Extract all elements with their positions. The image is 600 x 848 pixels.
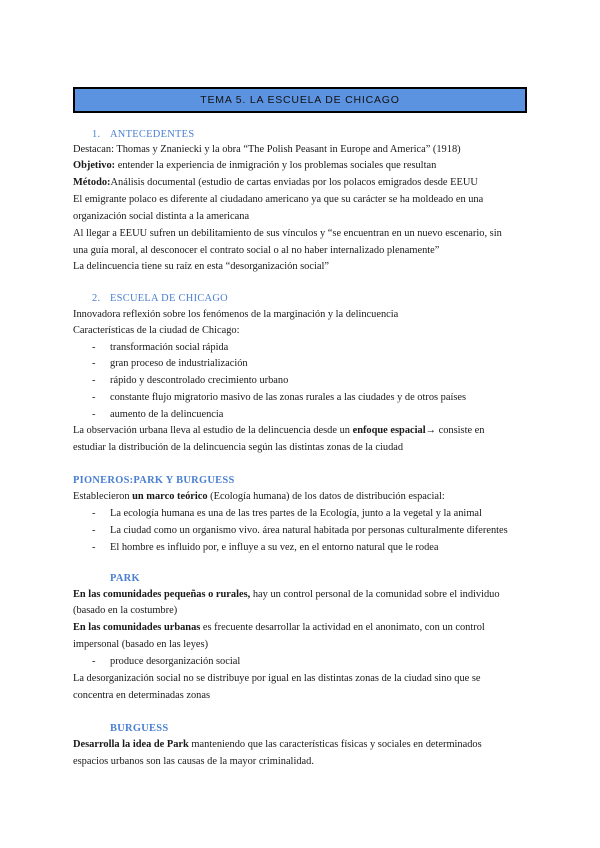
s1-line-4: El emigrante polaco es diferente al ciudadano americano ya que su carácter se ha moldeado en una [73,194,484,205]
pioneros-bullet-2: La ciudad como un organismo vivo. área natural habitada por personas culturalmente diferentes [110,525,508,536]
park-line-1 [73,588,500,601]
park-comunidades-urbanas: En las comunidades urbanas [73,622,201,633]
pioneros-bullet-dash-1: - [92,508,96,519]
obs-part-c: → consiste en [425,425,485,436]
park-l3b: es frecuente desarrollar la actividad en el anonimato, con un control [200,622,485,633]
objetivo-label: Objetivo: [73,160,116,171]
park-l1b: hay un control personal de la comunidad sobre el individuo [250,589,500,600]
burguess-line-2: espacios urbanos son las causas de la mayor criminalidad. [73,756,314,767]
objetivo-text: entender la experiencia de inmigración y los problemas sociales que resultan [115,160,437,171]
s2-observacion-2: estudiar la distribución de la delincuencia según las distintas zonas de la ciudad [73,442,404,453]
pioneros-bullet-3: El hombre es influido por, e influye a su vez, en el entorno natural que le rodea [110,542,439,553]
s2-observacion [73,424,484,437]
s1-objetivo [73,159,436,172]
obs-part-a: La observación urbana lleva al estudio de la delincuencia desde un [73,425,353,436]
s2-bullet-1: transformación social rápida [110,342,229,353]
park-line-5: La desorganización social no se distribuye por igual en las distintas zonas de la ciudad sino que se [73,673,481,684]
pioneros-bullet-1: La ecología humana es una de las tres partes de la Ecología, junto a la vegetal y la animal [110,508,482,519]
s2-bullet-dash-4: - [92,392,96,403]
pioneros-line-1 [73,490,445,503]
park-bullet: produce desorganización social [110,656,241,667]
park-comunidades-rurales: En las comunidades pequeñas o rurales, [73,589,251,600]
section-1-heading [92,128,194,141]
park-line-4: impersonal (basado en las leyes) [73,639,209,650]
burguess-heading: BURGUESS [110,723,169,734]
s1-line-8: La delincuencia tiene su raíz en esta “desorganización social” [73,261,329,272]
s1-line-7: una guía moral, al desconocer el contrato social o al no haber internalizado plenamente” [73,245,440,256]
s1-line-6: Al llegar a EEUU sufren un debilitamiento de sus vínculos y “se encuentran en un nuevo escenario, sin [73,228,502,239]
s1-metodo [73,176,478,189]
section-2-number: 2. [92,293,101,304]
s2-bullet-dash-2: - [92,358,96,369]
s2-bullet-dash-1: - [92,342,96,353]
s2-line-1: Innovadora reflexión sobre los fenómenos de la marginación y la delincuencia [73,309,399,320]
section-2-heading [92,292,228,305]
pioneros-heading: PIONEROS:PARK Y BURGUESS [73,475,235,486]
metodo-label: Método: [73,177,111,188]
burguess-l1b: manteniendo que las características físicas y sociales en determinados [188,739,482,750]
park-line-2: (basado en la costumbre) [73,605,178,616]
page-title: TEMA 5. LA ESCUELA DE CHICAGO [73,87,527,113]
s2-bullet-4: constante flujo migratorio masivo de las zonas rurales a las ciudades y de otros países [110,392,467,403]
pioneros-bullet-dash-3: - [92,542,96,553]
burguess-line-1 [73,738,482,751]
s2-bullet-dash-5: - [92,409,96,420]
pioneros-marco-teorico: un marco teórico [132,491,208,502]
section-1-number: 1. [92,129,101,140]
s1-line-1: Destacan: Thomas y Znaniecki y la obra “The Polish Peasant in Europe and America” (1918) [73,144,461,155]
s2-bullet-3: rápido y descontrolado crecimiento urbano [110,375,289,386]
s2-bullet-dash-3: - [92,375,96,386]
park-line-3 [73,621,485,634]
s2-bullet-2: gran proceso de industrialización [110,358,248,369]
park-heading: PARK [110,573,140,584]
s2-bullet-5: aumento de la delincuencia [110,409,224,420]
obs-enfoque-espacial: enfoque espacial [352,425,426,436]
park-bullet-dash: - [92,656,96,667]
s1-line-5: organización social distinta a la americana [73,211,250,222]
pioneros-bullet-dash-2: - [92,525,96,536]
section-2-title: ESCUELA DE CHICAGO [110,293,228,304]
section-1-title: ANTECEDENTES [110,129,195,140]
metodo-text: Análisis documental (estudio de cartas enviadas por los polacos emigrados desde EEUU [110,177,478,188]
burguess-idea-park: Desarrolla la idea de Park [73,739,189,750]
park-line-6: concentra en determinadas zonas [73,690,211,701]
s2-line-2: Características de la ciudad de Chicago: [73,325,240,336]
pioneros-l1c: (Ecología humana) de los datos de distribución espacial: [207,491,445,502]
pioneros-l1a: Establecieron [73,491,133,502]
